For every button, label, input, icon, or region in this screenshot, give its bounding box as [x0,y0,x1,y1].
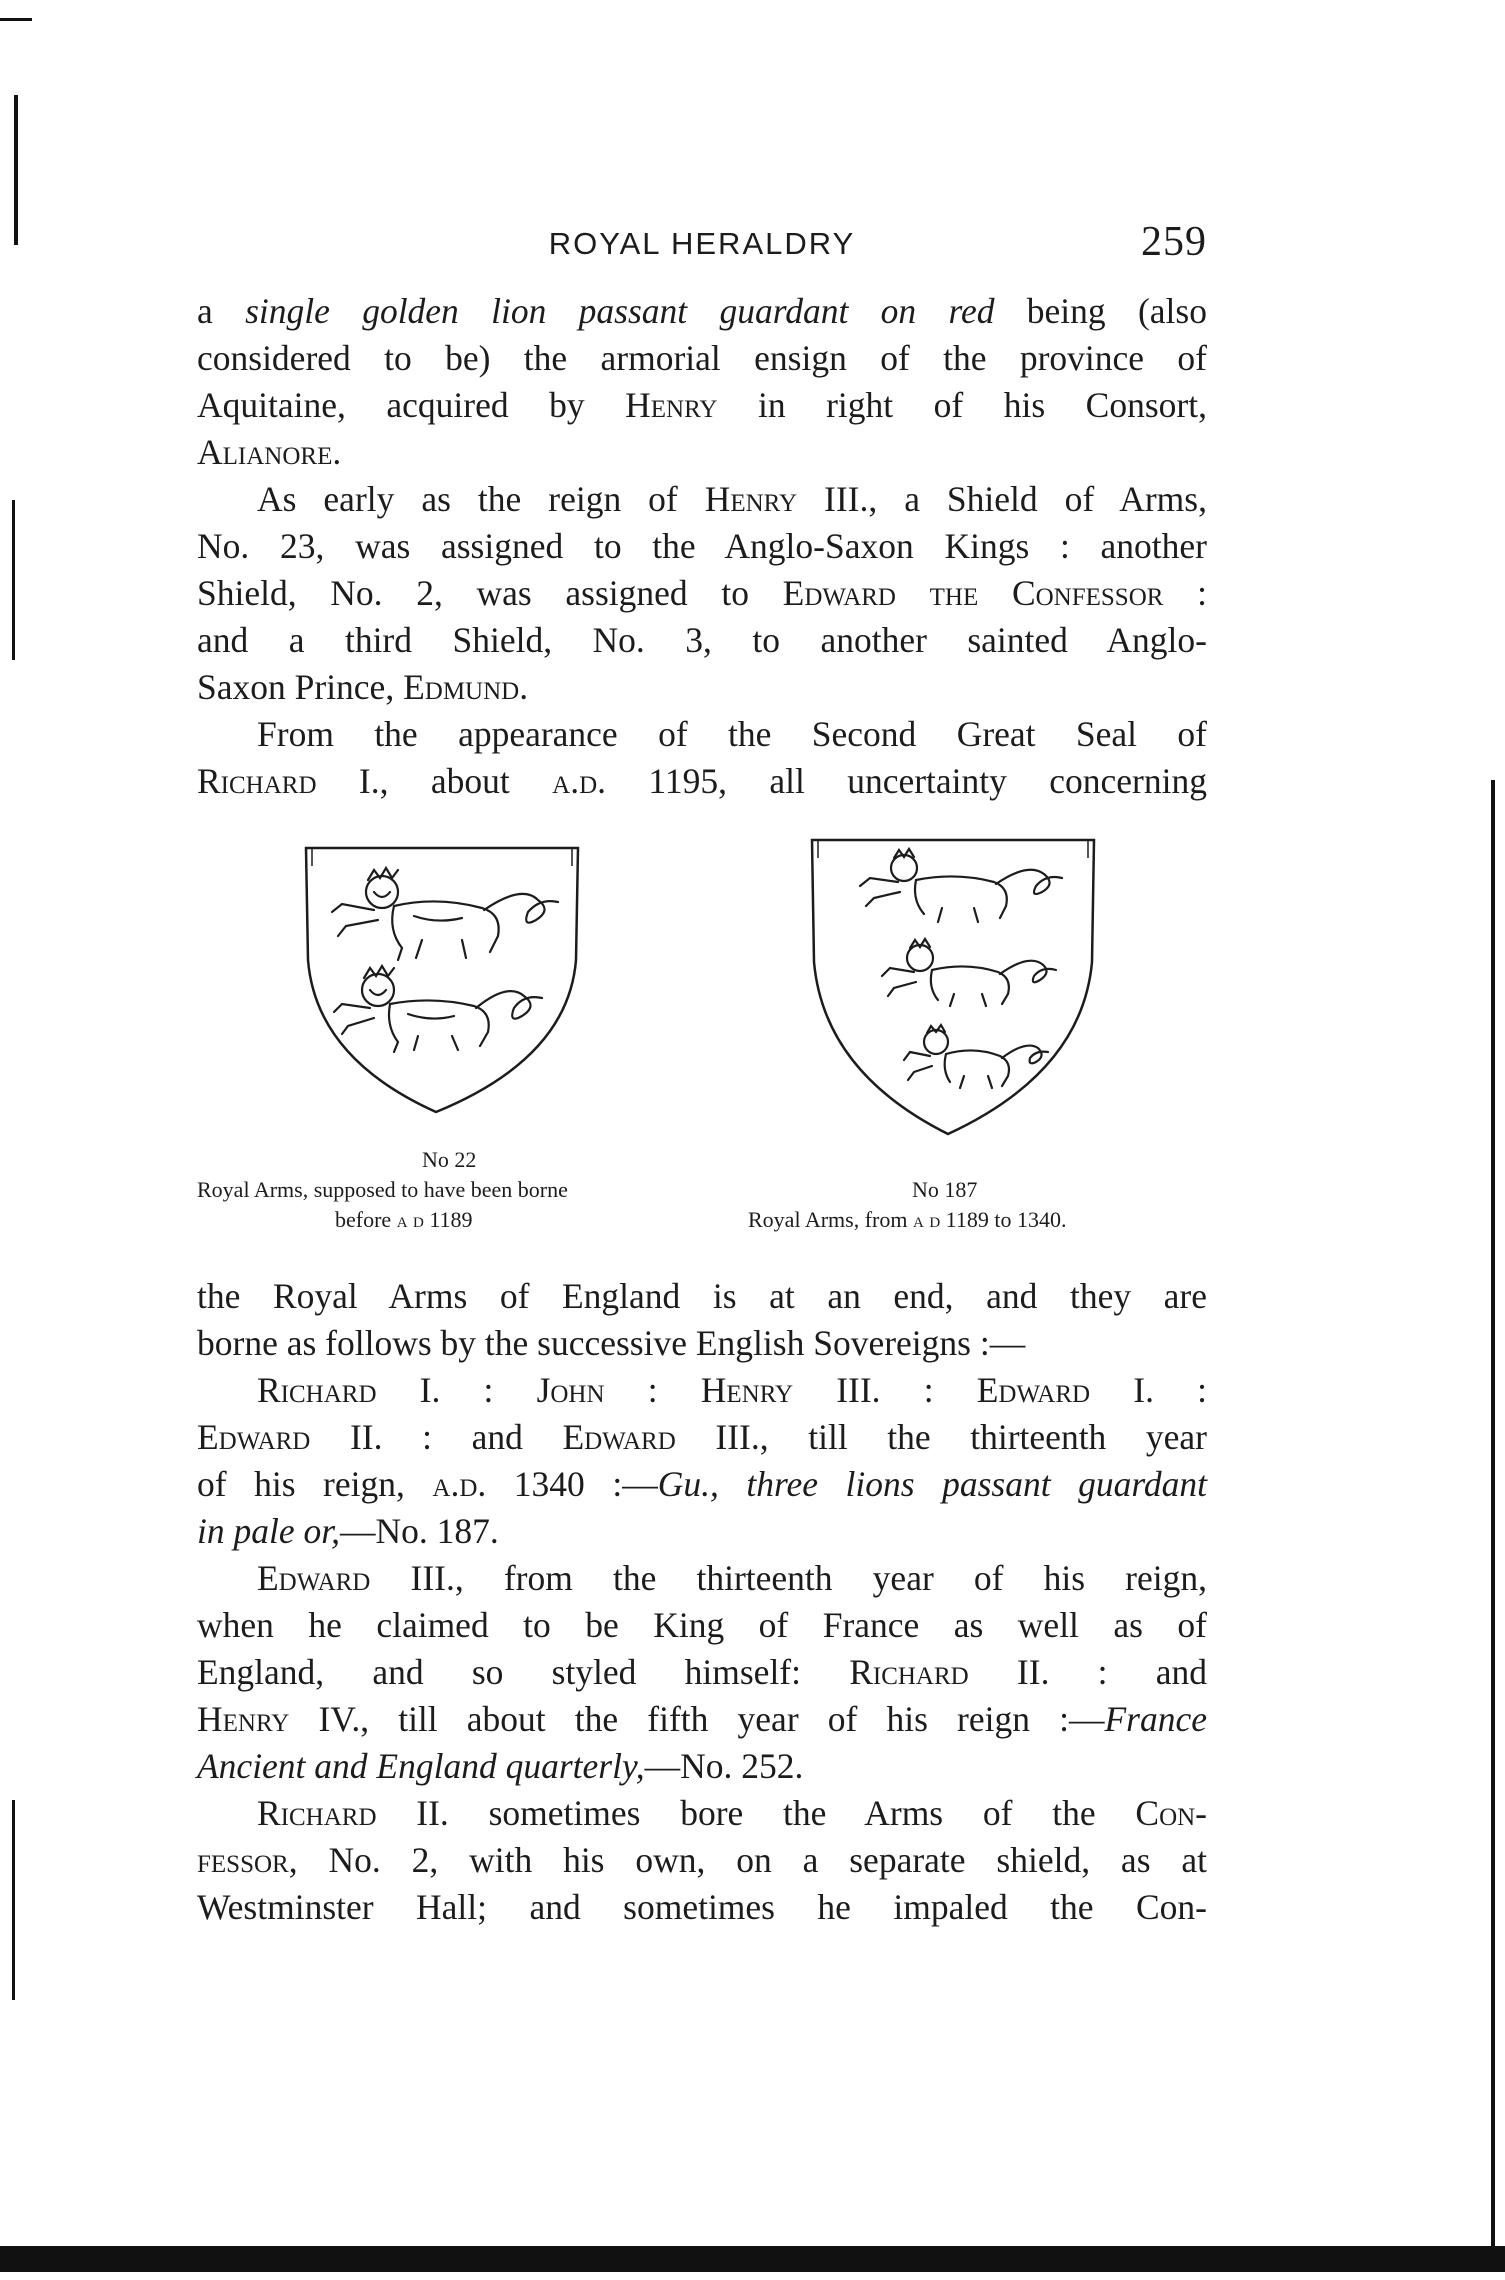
paragraph-7 [197,1790,1207,1931]
paragraph-6 [197,1555,1207,1790]
text-line: of his reign, a.d. 1340 :—Gu., three lions passant guardant [197,1464,1207,1504]
text-line: Richard II. sometimes bore the Arms of the Con- [257,1793,1207,1833]
scan-edge-right [1491,780,1495,2250]
scan-edge-left-1 [14,95,18,245]
text-line: Richard I. : John : Henry III. : Edward I. : [257,1370,1207,1410]
text-line: England, and so styled himself: Richard II. : and [197,1652,1207,1692]
paragraph-3 [197,711,1207,805]
paragraph-5 [197,1367,1207,1555]
paragraph-4 [197,1273,1207,1367]
page-number: 259 [1141,219,1207,265]
scan-edge-left-2 [12,500,15,660]
text-line: Henry IV., till about the fifth year of his reign :—France [197,1699,1207,1739]
text-line: Edward III., from the thirteenth year of his reign, [257,1558,1207,1598]
text-line: Westminster Hall; and sometimes he impaled the Con- [197,1887,1207,1927]
shield-no-22-figure [302,840,582,1120]
text-line: and a third Shield, No. 3, to another sainted Anglo- [197,620,1207,660]
figure-number-22: No 22 [422,1147,477,1172]
text-line: Richard I., about a.d. 1195, all uncertainty concerning [197,761,1207,801]
text-line: Alianore. [197,432,342,472]
scan-edge-left-3 [12,1800,15,2000]
running-head [197,218,1207,278]
text-line: No. 23, was assigned to the Anglo-Saxon Kings : another [197,526,1207,566]
text-line: fessor, No. 2, with his own, on a separate shield, as at [197,1840,1207,1880]
paragraph-2 [197,476,1207,711]
figure-caption-187-line-1: Royal Arms, from a d 1189 to 1340. [748,1207,1067,1232]
paragraph-1 [197,288,1207,476]
figure-number-187: No 187 [912,1177,978,1202]
text-line: borne as follows by the successive English Sovereigns :— [197,1323,1026,1363]
scan-edge-bottom [0,2246,1505,2272]
text-line: considered to be) the armorial ensign of the province of [197,338,1207,378]
text-line: Aquitaine, acquired by Henry in right of his Consort, [197,385,1207,425]
scan-edge-top-left [0,18,32,21]
text-line: Shield, No. 2, was assigned to Edward the Confessor : [197,573,1207,613]
text-line: a single golden lion passant guardant on red being (also [197,291,1207,331]
figure-caption-22-line-2: before a d 1189 [335,1207,473,1232]
shield-no-187-figure [808,832,1098,1142]
text-line: Edward II. : and Edward III., till the thirteenth year [197,1417,1207,1457]
text-line: Saxon Prince, Edmund. [197,667,529,707]
figure-caption-22-line-1: Royal Arms, supposed to have been borne [197,1177,568,1202]
text-line: in pale or,—No. 187. [197,1511,499,1551]
text-line: the Royal Arms of England is at an end, and they are [197,1276,1207,1316]
text-line: As early as the reign of Henry III., a Shield of Arms, [257,479,1207,519]
text-line: From the appearance of the Second Great Seal of [257,714,1207,754]
running-title: ROYAL HERALDRY [548,226,856,261]
text-line: Ancient and England quarterly,—No. 252. [197,1746,804,1786]
royal-arms-two-lions-icon [302,840,582,1120]
royal-arms-three-lions-icon [808,832,1098,1142]
text-line: when he claimed to be King of France as well as of [197,1605,1207,1645]
